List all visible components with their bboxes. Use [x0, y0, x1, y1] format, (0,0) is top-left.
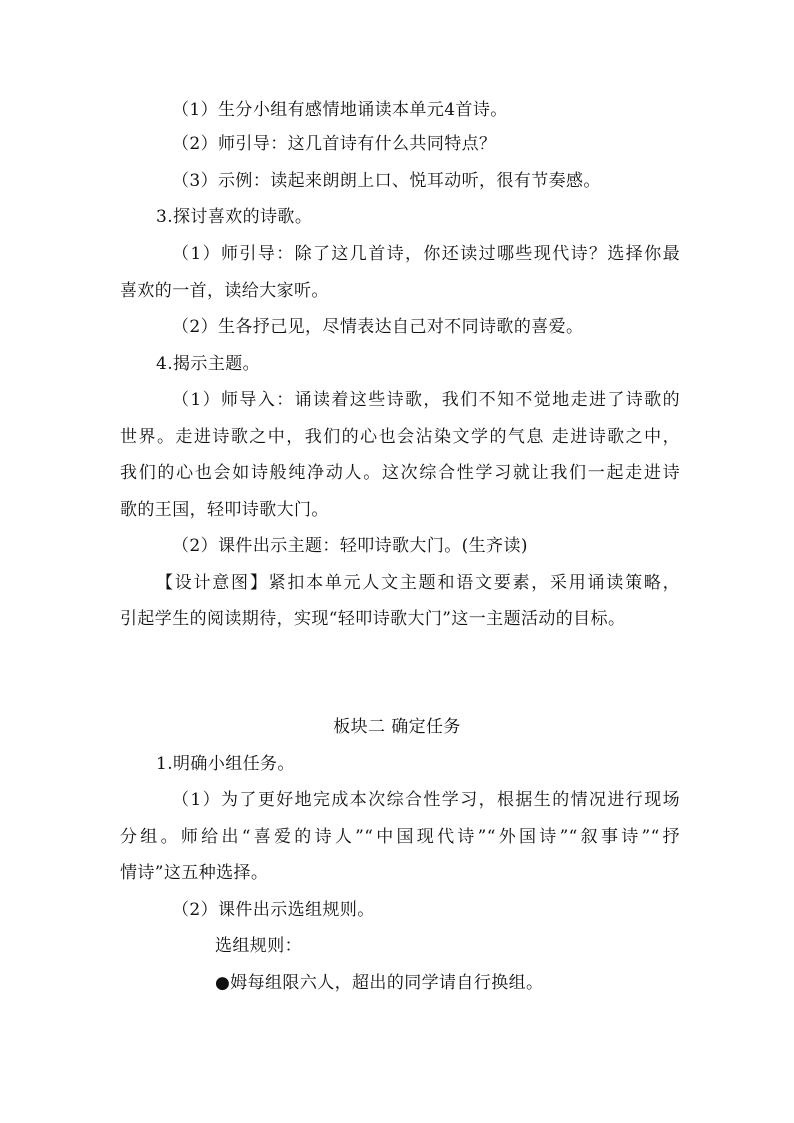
rule-bullet-item: ●姆每组限六人，超出的同学请自行换组。 — [215, 973, 544, 993]
list-heading: 4.揭示主题。 — [156, 354, 261, 374]
paragraph-line: 世界。走进诗歌之中，我们的心也会沾染文学的气息 走进诗歌之中， — [120, 427, 680, 447]
paragraph-line: （1）生分小组有感情地诵读本单元4首诗。 — [172, 100, 508, 120]
paragraph-line: 我们的心也会如诗般纯净动人。这次综合性学习就让我们一起走进诗 — [120, 463, 680, 483]
paragraph-line: （1）师导入：诵读着这些诗歌，我们不知不觉地走进了诗歌的 — [172, 390, 680, 410]
paragraph-line: （1）为了更好地完成本次综合性学习，根据生的情况进行现场 — [172, 790, 680, 810]
design-intent-line: 引起学生的阅读期待，实现“轻叩诗歌大门”这一主题活动的目标。 — [120, 609, 626, 629]
paragraph-line: （2）课件出示主题：轻叩诗歌大门。(生齐读) — [172, 536, 528, 556]
rules-heading: 选组规则： — [215, 936, 302, 956]
paragraph-line: （2）课件出示选组规则。 — [172, 900, 375, 920]
paragraph-line: （3）示例：读起来朗朗上口、悦耳动听，很有节奏感。 — [172, 171, 601, 191]
paragraph-line: 情诗”这五种选择。 — [120, 863, 269, 883]
paragraph-line: 喜欢的一首，读给大家听。 — [120, 281, 329, 301]
section-heading: 板块二 确定任务 — [333, 717, 461, 737]
list-heading: 1.明确小组任务。 — [156, 754, 295, 774]
paragraph-line: 分组。师给出“喜爱的诗人”“中国现代诗”“外国诗”“叙事诗”“抒 — [120, 827, 680, 847]
paragraph-line: （2）师引导：这几首诗有什么共同特点？ — [172, 134, 497, 154]
list-heading: 3.探讨喜欢的诗歌。 — [156, 207, 313, 227]
paragraph-line: （1）师引导：除了这几首诗，你还读过哪些现代诗？选择你最 — [172, 244, 680, 264]
paragraph-line: （2）生各抒己见，尽情表达自己对不同诗歌的喜爱。 — [172, 317, 584, 337]
design-intent-line: 【设计意图】紧扣本单元人文主题和语文要素，采用诵读策略， — [156, 573, 680, 593]
paragraph-line: 歌的王国，轻叩诗歌大门。 — [120, 500, 329, 520]
